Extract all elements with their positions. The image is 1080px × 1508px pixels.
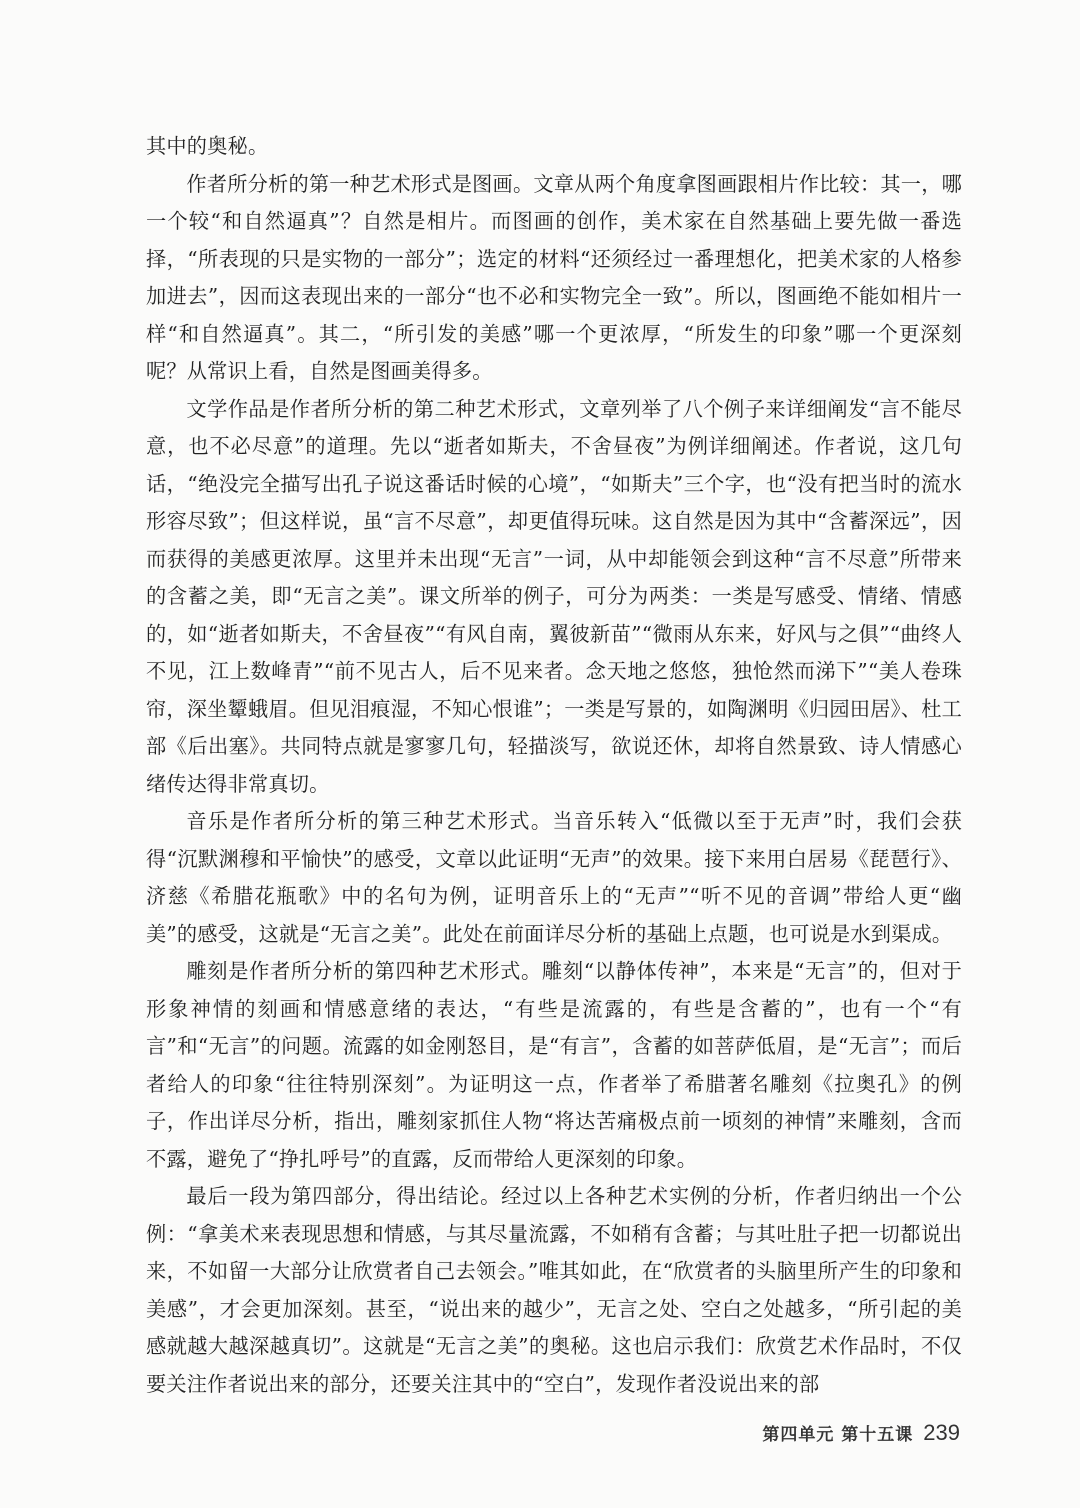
body-text [146, 128, 962, 1403]
paragraph-music: 音乐是作者所分析的第三种艺术形式。当音乐转入“低微以至于无声”时，我们会获得“沉默渊穆和平愉快”的感受，文章以此证明“无声”的效果。接下来用白居易《琵琶行》、济慈《希腊花瓶歌》中的名句为例，证明音乐上的“无声”“听不见的音调”带给人更“幽美”的感受，这就是“无言之美”。此处在前面详尽分析的基础上点题，也可说是水到渠成。 [146, 809, 962, 946]
unit-lesson-label: 第四单元 第十五课 [762, 1425, 914, 1445]
page-footer [762, 1420, 960, 1446]
paragraph-continuation: 其中的奥秘。 [146, 134, 269, 158]
page-number: 239 [923, 1420, 960, 1445]
paragraph-literature: 文学作品是作者所分析的第二种艺术形式，文章列举了八个例子来详细阐发“言不能尽意，也不必尽意”的道理。先以“逝者如斯夫，不舍昼夜”为例详细阐述。作者说，这几句话，“绝没完全描写出孔子说这番话时候的心境”，“如斯夫”三个字，也“没有把当时的流水形容尽致”；但这样说，虽“言不尽意”，却更值得玩味。这自然是因为其中“含蓄深远”，因而获得的美感更浓厚。这里并未出现“无言”一词，从中却能领会到这种“言不尽意”所带来的含蓄之美，即“无言之美”。课文所举的例子，可分为两类：一类是写感受、情绪、情感的，如“逝者如斯夫，不舍昼夜”“有风自南，翼彼新苗”“微雨从东来，好风与之俱”“曲终人不见，江上数峰青”“前不见古人，后不见来者。念天地之悠悠，独怆然而涕下”“美人卷珠帘，深坐颦蛾眉。但见泪痕湿，不知心恨谁”；一类是写景的，如陶渊明《归园田居》、杜工部《后出塞》。共同特点就是寥寥几句，轻描淡写，欲说还休，却将自然景致、诗人情感心绪传达得非常真切。 [146, 396, 962, 796]
paragraph-sculpture: 雕刻是作者所分析的第四种艺术形式。雕刻“以静体传神”，本来是“无言”的，但对于形象神情的刻画和情感意绪的表达，“有些是流露的，有些是含蓄的”，也有一个“有言”和“无言”的问题。流露的如金刚怒目，是“有言”，含蓄的如菩萨低眉，是“无言”；而后者给人的印象“往往特别深刻”。为证明这一点，作者举了希腊著名雕刻《拉奥孔》的例子，作出详尽分析，指出，雕刻家抓住人物“将达苦痛极点前一顷刻的神情”来雕刻，含而不露，避免了“挣扎呼号”的直露，反而带给人更深刻的印象。 [146, 959, 962, 1171]
paragraph-conclusion: 最后一段为第四部分，得出结论。经过以上各种艺术实例的分析，作者归纳出一个公例：“拿美术来表现思想和情感，与其尽量流露，不如稍有含蓄；与其吐肚子把一切都说出来，不如留一大部分让欣赏者自己去领会。”唯其如此，在“欣赏者的头脑里所产生的印象和美感”，才会更加深刻。甚至，“说出来的越少”，无言之处、空白之处越多，“所引起的美感就越大越深越真切”。这就是“无言之美”的奥秘。这也启示我们：欣赏艺术作品时，不仅要关注作者说出来的部分，还要关注其中的“空白”，发现作者没说出来的部 [146, 1184, 962, 1396]
paragraph-painting: 作者所分析的第一种艺术形式是图画。文章从两个角度拿图画跟相片作比较：其一，哪一个较“和自然逼真”？自然是相片。而图画的创作，美术家在自然基础上要先做一番选择，“所表现的只是实物的一部分”；选定的材料“还须经过一番理想化，把美术家的人格参加进去”，因而这表现出来的一部分“也不必和实物完全一致”。所以，图画绝不能如相片一样“和自然逼真”。其二，“所引发的美感”哪一个更浓厚，“所发生的印象”哪一个更深刻呢？从常识上看，自然是图画美得多。 [146, 171, 962, 383]
